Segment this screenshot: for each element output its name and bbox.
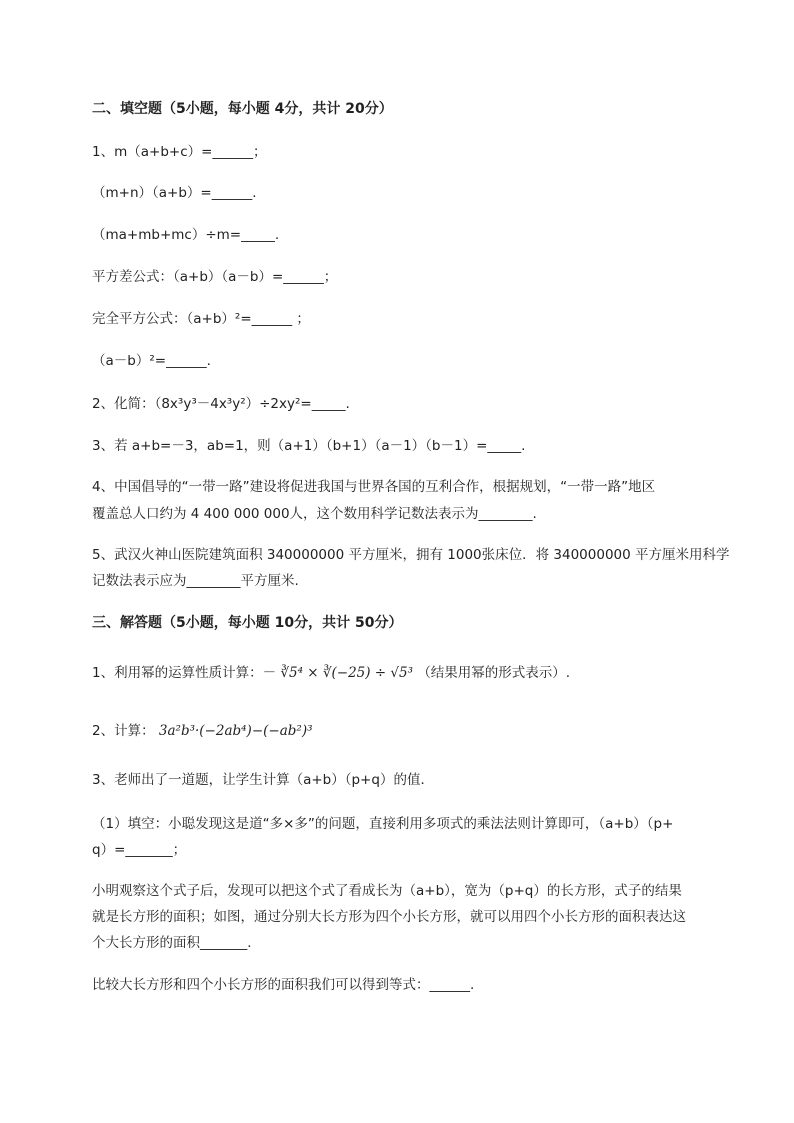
s3-q2-math: 3a²b³·(−2ab⁴)−(−ab²)³ <box>158 723 313 739</box>
s3-q3-part3: 比较大长方形和四个小长方形的面积我们可以得到等式：______. <box>92 977 475 993</box>
s3-q3-part1-line2: q）=_______； <box>92 842 187 858</box>
q4-line1: 4、中国倡导的“一带一路”建设将促进我国与世界各国的互利合作，根据规划，“一带一路”地区 <box>92 479 656 495</box>
q1-part-f: （a－b）²=______. <box>92 353 211 369</box>
s3-q2-prefix: 2、计算： <box>92 723 155 739</box>
s3-q1-prefix: 1、利用幂的运算性质计算：－ <box>92 665 277 681</box>
q1-part-e: 完全平方公式：（a+b）²=______ ； <box>92 311 310 327</box>
section2-heading: 二、填空题（5小题，每小题 4分，共计 20分） <box>92 101 393 117</box>
q4-line2: 覆盖总人口约为 4 400 000 000人，这个数用科学记数法表示为________. <box>92 506 537 522</box>
s3-q1-math: ∛5⁴ × ∛(−25) ÷ √5³ <box>280 665 414 681</box>
s3-q3-part2-line1: 小明观察这个式子后，发现可以把这个式了看成长为（a+b），宽为（p+q）的长方形，式子的结果 <box>92 883 682 899</box>
s3-q3: 3、老师出了一道题，让学生计算（a+b）（p+q）的值． <box>92 772 434 788</box>
s3-q1-suffix: （结果用幂的形式表示）. <box>417 665 571 681</box>
s3-q1 <box>92 664 570 682</box>
s3-q3-part1-line1: （1）填空：小聪发现这是道“多×多”的问题，直接利用多项式的乘法法则计算即可，（a+b）（p+ <box>92 816 674 832</box>
q2-text: 2、化简：（8x³y³－4x³y²）÷2xy²=_____. <box>92 396 350 412</box>
q5-line2: 记数法表示应为________平方厘米. <box>92 573 299 589</box>
q3-text: 3、若 a+b=－3，ab=1，则（a+1）（b+1）（a－1）（b－1）=_____. <box>92 438 526 454</box>
s3-q2 <box>92 722 313 740</box>
q5-line1: 5、武汉火神山医院建筑面积 340000000 平方厘米，拥有 1000张床位．将 340000000 平方厘米用科学 <box>92 547 730 563</box>
s3-q3-part2-line2: 就是长方形的面积；如图，通过分别大长方形为四个小长方形，就可以用四个小长方形的面积表达这 <box>92 909 686 925</box>
q1-part-c: （ma+mb+mc）÷m=_____. <box>92 227 280 243</box>
q1-part-a: 1、m（a+b+c）=______； <box>92 144 267 160</box>
q1-part-b: （m+n）（a+b）=______. <box>92 185 257 201</box>
section3-heading: 三、解答题（5小题，每小题 10分，共计 50分） <box>92 615 403 631</box>
q1-part-d: 平方差公式：（a+b）（a－b）=______； <box>92 269 338 285</box>
s3-q3-part2-line3: 个大长方形的面积_______. <box>92 935 252 951</box>
